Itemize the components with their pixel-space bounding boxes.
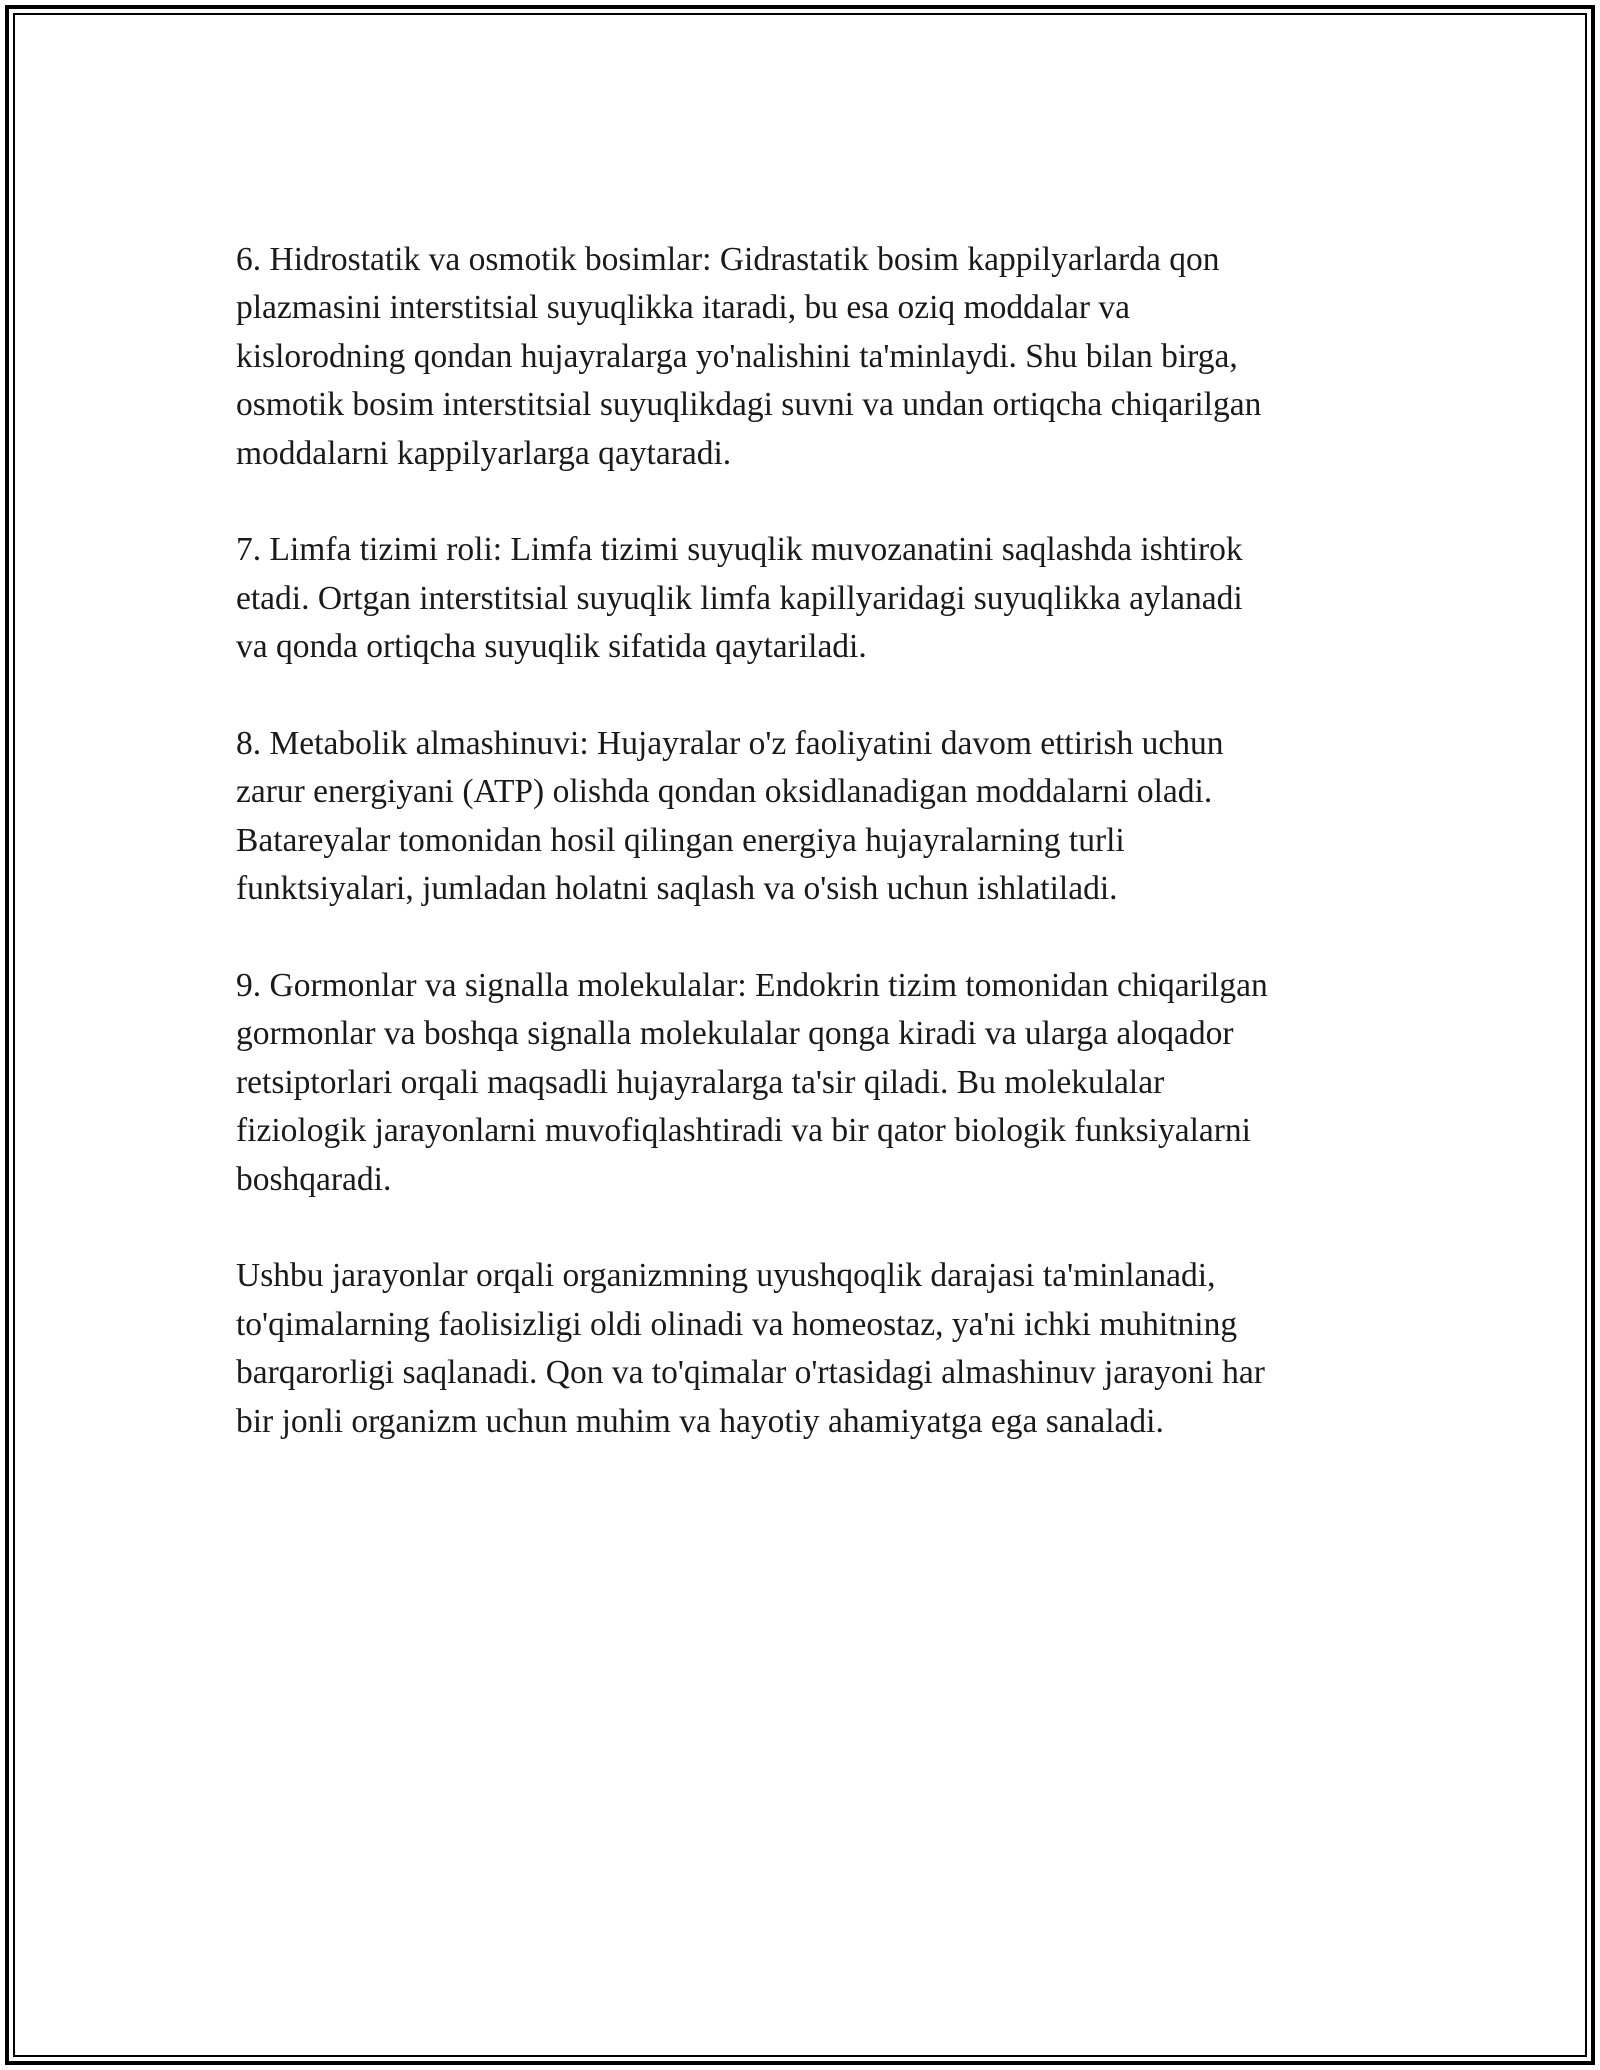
text-line: 9. Gormonlar va signalla molekulalar: Endokrin tizim tomonidan chiqarilgan [236, 967, 1268, 1005]
paragraph-metabolic-exchange [236, 720, 1366, 914]
text-line: zarur energiyani (ATP) olishda qondan oksidlanadigan moddalarni oladi. [236, 773, 1213, 811]
paragraph-hydrostatic-osmotic-pressure [236, 236, 1366, 478]
text-line: Ushbu jarayonlar orqali organizmning uyushqoqlik darajasi ta'minlanadi, [236, 1257, 1216, 1295]
text-line: Batareyalar tomonidan hosil qilingan energiya hujayralarning turli [236, 821, 1125, 859]
document-body [236, 236, 1366, 1494]
text-line: osmotik bosim interstitsial suyuqlikdagi suvni va undan ortiqcha chiqarilgan [236, 386, 1262, 424]
text-line: moddalarni kappilyarlarga qaytaradi. [236, 434, 732, 472]
text-line: boshqaradi. [236, 1160, 392, 1198]
paragraph-conclusion [236, 1252, 1366, 1446]
text-line: gormonlar va boshqa signalla molekulalar qonga kiradi va ularga aloqador [236, 1015, 1234, 1053]
text-line: 7. Limfa tizimi roli: Limfa tizimi suyuqlik muvozanatini saqlashda ishtirok [236, 531, 1243, 569]
text-line: bir jonli organizm uchun muhim va hayotiy ahamiyatga ega sanaladi. [236, 1402, 1164, 1440]
text-line: va qonda ortiqcha suyuqlik sifatida qaytariladi. [236, 628, 867, 666]
text-line: barqarorligi saqlanadi. Qon va to'qimalar o'rtasidagi almashinuv jarayoni har [236, 1354, 1265, 1392]
text-line: 6. Hidrostatik va osmotik bosimlar: Gidrastatik bosim kappilyarlarda qon [236, 241, 1220, 278]
text-line: kislorodning qondan hujayralarga yo'nalishini ta'minlaydi. Shu bilan birga, [236, 337, 1238, 375]
text-line: plazmasini interstitsial suyuqlikka itaradi, bu esa oziq moddalar va [236, 289, 1131, 327]
paragraph-lymph-system-role [236, 526, 1366, 671]
text-line: retsiptorlari orqali maqsadli hujayralarga ta'sir qiladi. Bu molekulalar [236, 1063, 1165, 1101]
text-line: funktsiyalari, jumladan holatni saqlash va o'sish uchun ishlatiladi. [236, 870, 1118, 908]
text-line: etadi. Ortgan interstitsial suyuqlik limfa kapillyaridagi suyuqlikka aylanadi [236, 579, 1243, 617]
paragraph-hormones-signaling [236, 962, 1366, 1204]
text-line: 8. Metabolik almashinuvi: Hujayralar o'z faoliyatini davom ettirish uchun [236, 725, 1224, 763]
text-line: fiziologik jarayonlarni muvofiqlashtiradi va bir qator biologik funksiyalarni [236, 1112, 1251, 1150]
text-line: to'qimalarning faolisizligi oldi olinadi va homeostaz, ya'ni ichki muhitning [236, 1305, 1238, 1343]
